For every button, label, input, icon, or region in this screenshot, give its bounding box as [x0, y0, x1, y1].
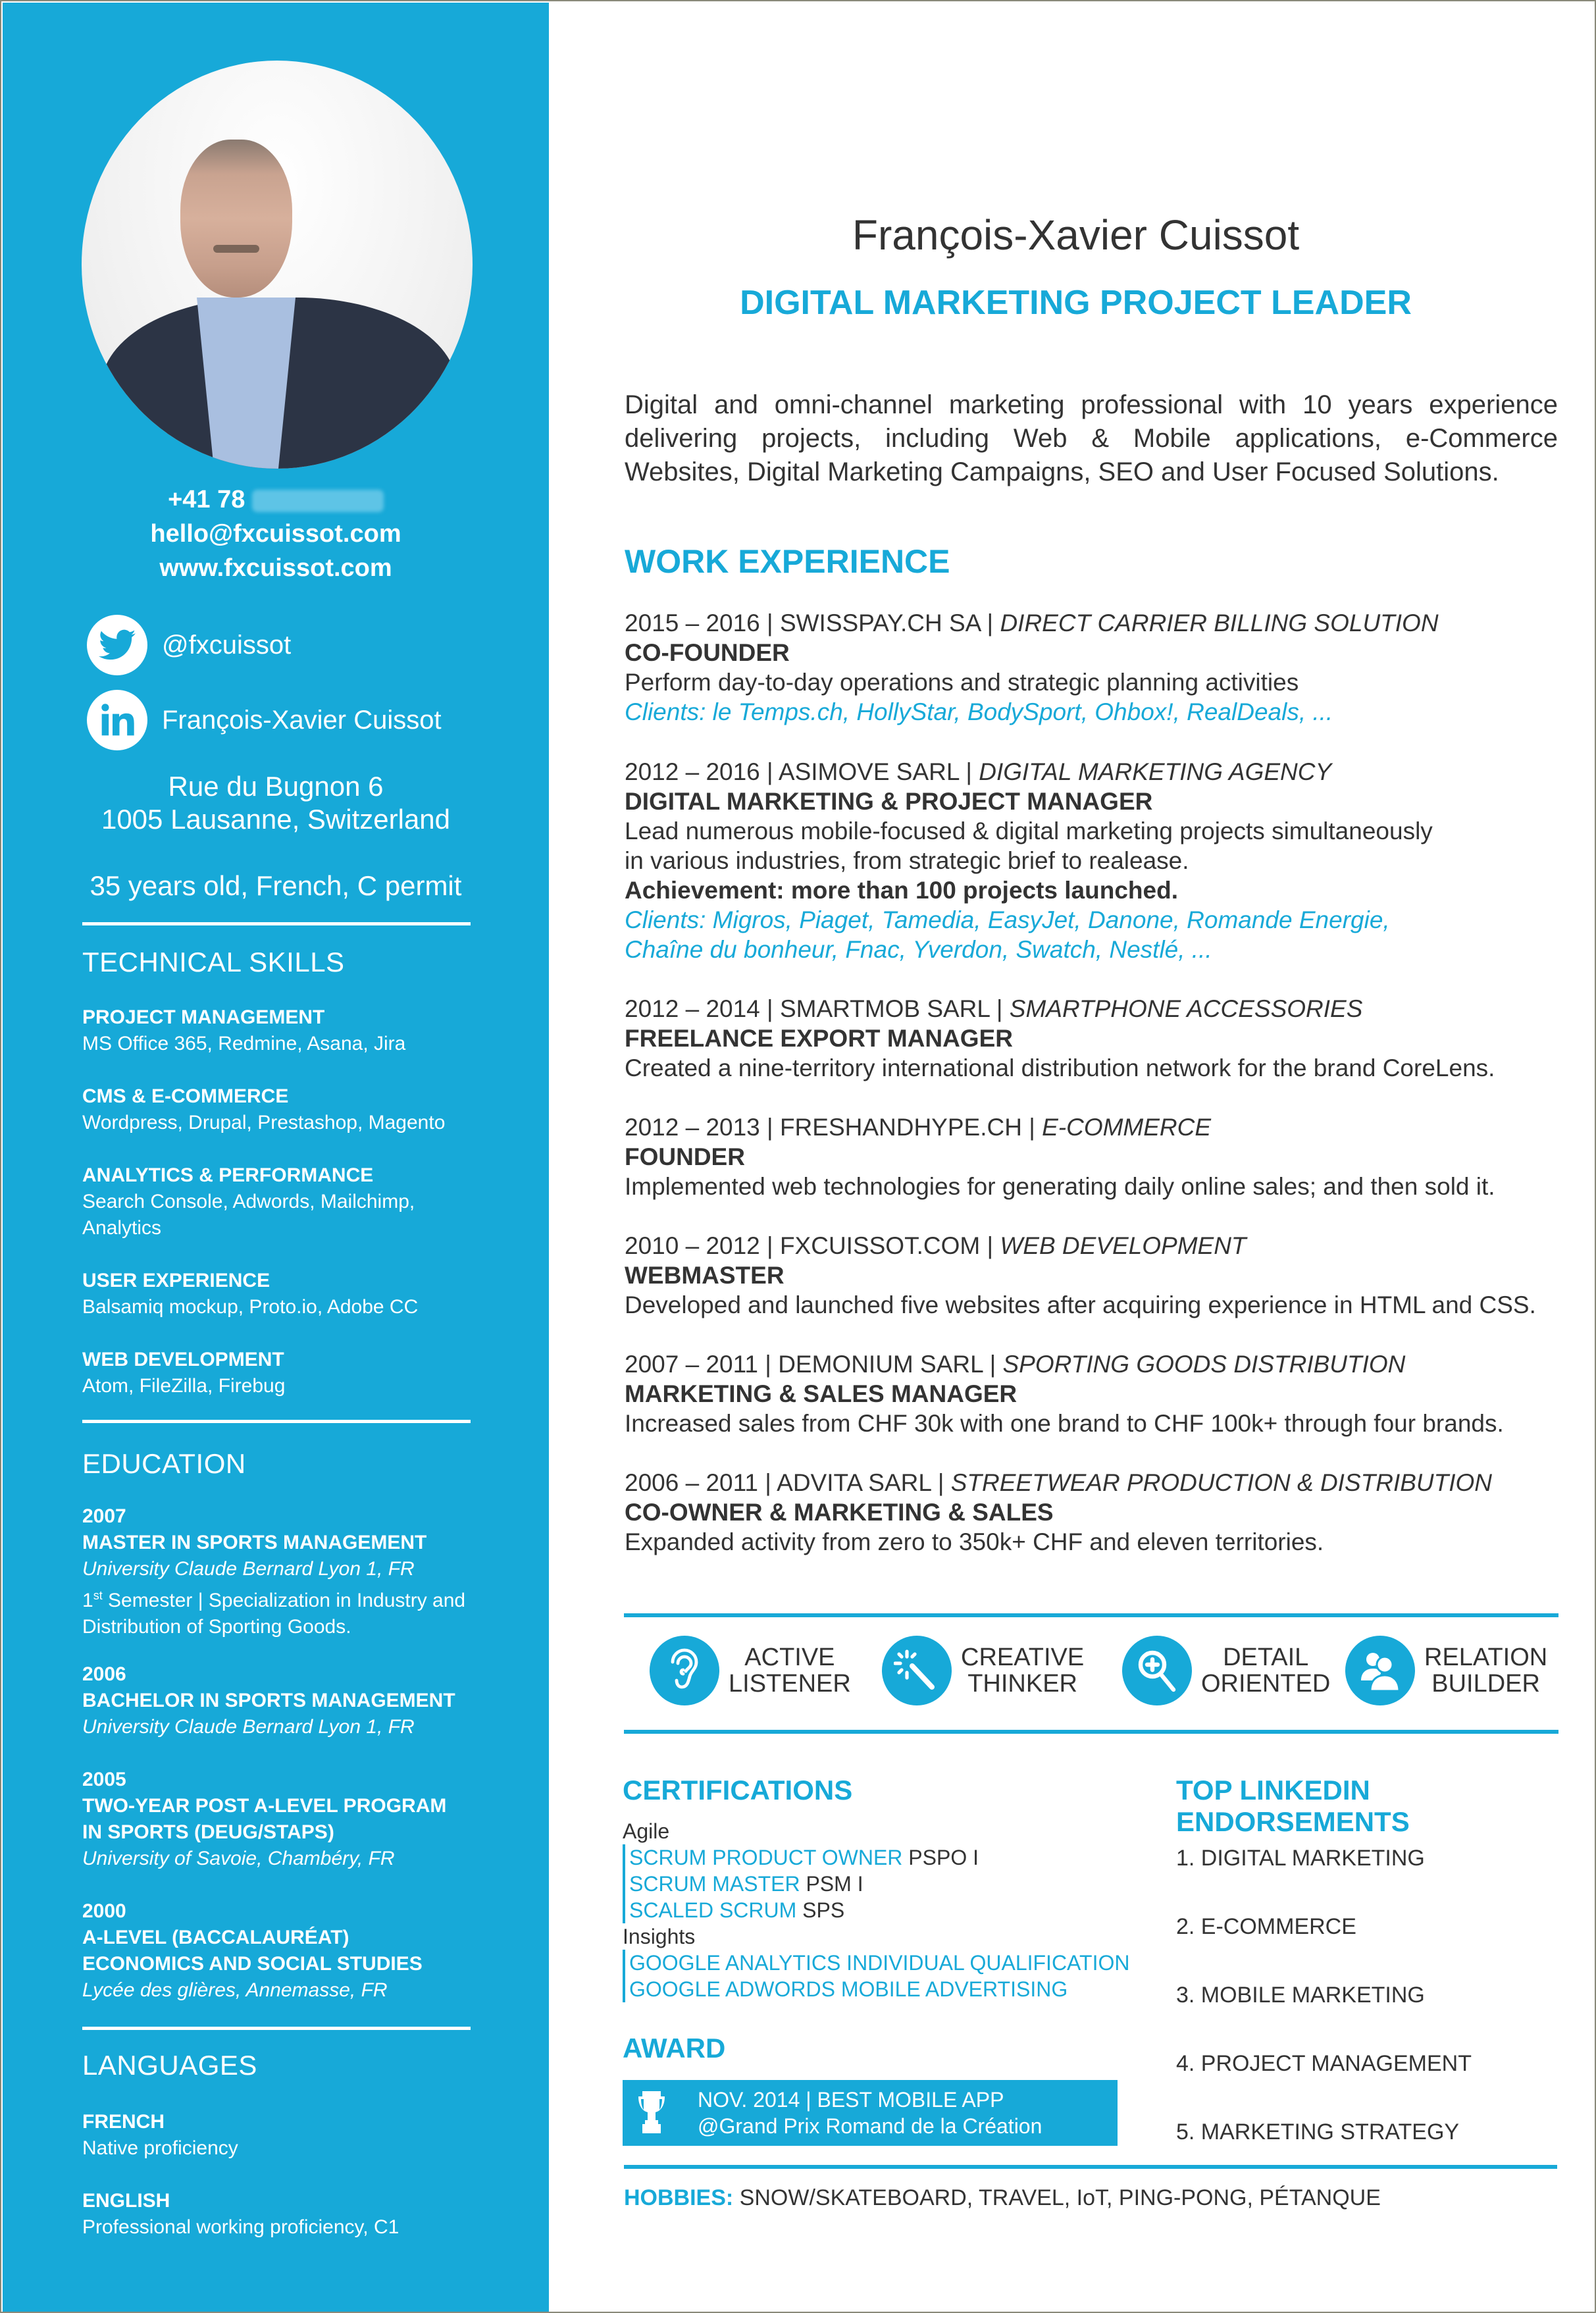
endorsements-title: TOP LINKEDIN ENDORSEMENTS: [1176, 1775, 1410, 1837]
phone[interactable]: +41 78: [3, 483, 549, 516]
certifications-title: CERTIFICATIONS: [623, 1775, 853, 1806]
profile-photo: [82, 61, 473, 469]
profile-summary: Digital and omni-channel marketing professional with 10 years experience delivering projects, including Web & Mobile applications, e-Commerce Websites, Digital Marketing Campaigns, SEO and User Focused Solutions.: [625, 390, 1558, 486]
hobbies: HOBBIES: SNOW/SKATEBOARD, TRAVEL, IoT, PING-PONG, PÉTANQUE: [624, 2185, 1381, 2210]
job-entry: 2015 – 2016 | SWISSPAY.CH SA | DIRECT CARRIER BILLING SOLUTION CO-FOUNDER Perform day-to-day operations and strategic planning activities Clients: le Temps.ch, HollyStar, BodySport, Ohbox!, RealDeals, ...: [625, 610, 1439, 725]
award-title: AWARD: [623, 2033, 726, 2064]
endorsement-item: 5. MARKETING STRATEGY: [1176, 2119, 1460, 2144]
email-link[interactable]: hello@fxcuissot.com: [150, 520, 401, 548]
people-icon: [1345, 1636, 1415, 1705]
award-box: NOV. 2014 | BEST MOBILE APP @Grand Prix Romand de la Création: [623, 2080, 1118, 2146]
education-title: EDUCATION: [82, 1448, 246, 1479]
education-item: 2006 BACHELOR IN SPORTS MANAGEMENT University Claude Bernard Lyon 1, FR: [82, 1663, 455, 1738]
ear-icon: [650, 1636, 719, 1705]
work-experience-title: WORK EXPERIENCE: [625, 543, 950, 580]
language-item: FRENCH Native proficiency: [82, 2111, 238, 2159]
website-link[interactable]: www.fxcuissot.com: [159, 554, 392, 582]
skill-item: PROJECT MANAGEMENT MS Office 365, Redmine, Asana, Jira: [82, 1006, 406, 1054]
divider: [82, 2027, 471, 2030]
divider: [82, 1420, 471, 1423]
quality-item: RELATION BUILDER: [1345, 1636, 1547, 1705]
divider: [624, 1730, 1558, 1734]
cert-item: SCRUM PRODUCT OWNER PSPO I: [629, 1846, 979, 1869]
candidate-name: François-Xavier Cuissot: [852, 211, 1300, 259]
quality-item: DETAIL ORIENTED: [1122, 1636, 1330, 1705]
endorsement-item: 4. PROJECT MANAGEMENT: [1176, 2051, 1472, 2076]
linkedin-icon: [87, 690, 147, 750]
divider: [624, 2165, 1557, 2169]
twitter-handle: @fxcuissot: [162, 630, 292, 660]
cert-item: SCRUM MASTER PSM I: [629, 1872, 863, 1896]
education-item: 2000 A-LEVEL (BACCALAURÉAT) ECONOMICS AND SOCIAL STUDIES Lycée des glières, Annemasse, FR: [82, 1900, 423, 2001]
phone-redacted: [252, 490, 384, 512]
skill-item: WEB DEVELOPMENT Atom, FileZilla, Firebug: [82, 1349, 286, 1397]
address-line2: 1005 Lausanne, Switzerland: [101, 804, 451, 835]
skill-item: USER EXPERIENCE Balsamiq mockup, Proto.io, Adobe CC: [82, 1270, 419, 1318]
education-item: 2007 MASTER IN SPORTS MANAGEMENT University Claude Bernard Lyon 1, FR 1st Semester | Specialization in Industry and Distribution of Sporting Goods.: [82, 1505, 466, 1638]
endorsement-item: 1. DIGITAL MARKETING: [1176, 1846, 1425, 1871]
photo-shirt: [197, 298, 296, 469]
twitter-link[interactable]: [87, 615, 291, 675]
quality-item: ACTIVE LISTENER: [650, 1636, 851, 1705]
education-item: 2005 TWO-YEAR POST A-LEVEL PROGRAM IN SPORTS (DEUG/STAPS) University of Savoie, Chambéry, FR: [82, 1769, 447, 1869]
job-entry: 2007 – 2011 | DEMONIUM SARL | SPORTING GOODS DISTRIBUTION MARKETING & SALES MANAGER Increased sales from CHF 30k with one brand to CHF 100k+ through four brands.: [625, 1351, 1504, 1437]
personal-info: 35 years old, French, C permit: [90, 870, 462, 901]
endorsement-item: 3. MOBILE MARKETING: [1176, 1983, 1425, 2008]
job-entry: 2012 – 2016 | ASIMOVE SARL | DIGITAL MARKETING AGENCY DIGITAL MARKETING & PROJECT MANAGER Lead numerous mobile-focused & digital marketing projects simultaneously in various industries, from strategic brief to realease. Achievement: more than 100 projects launched. Clients: Migros, Piaget, Tamedia, EasyJet, Danone, Romande Energie, Chaîne du bonheur, Fnac, Yverdon, Swatch, Nestlé, ...: [625, 758, 1433, 963]
endorsement-item: 2. E-COMMERCE: [1176, 1914, 1356, 1939]
divider: [624, 1613, 1558, 1617]
job-entry: 2006 – 2011 | ADVITA SARL | STREETWEAR PRODUCTION & DISTRIBUTION CO-OWNER & MARKETING & SALES Expanded activity from zero to 350k+ CHF and eleven territories.: [625, 1469, 1493, 1555]
candidate-role: DIGITAL MARKETING PROJECT LEADER: [740, 284, 1412, 322]
language-item: ENGLISH Professional working proficiency, C1: [82, 2190, 399, 2238]
trophy-icon: [632, 2091, 671, 2135]
address-line1: Rue du Bugnon 6: [168, 771, 384, 802]
job-entry: 2010 – 2012 | FXCUISSOT.COM | WEB DEVELOPMENT WEBMASTER Developed and launched five websites after acquiring experience in HTML and CSS.: [625, 1232, 1536, 1318]
cert-item: SCALED SCRUM SPS: [629, 1898, 845, 1922]
sidebar: [3, 3, 549, 2312]
skill-item: ANALYTICS & PERFORMANCE Search Console, Adwords, Mailchimp, Analytics: [82, 1164, 415, 1239]
job-entry: 2012 – 2014 | SMARTMOB SARL | SMARTPHONE ACCESSORIES FREELANCE EXPORT MANAGER Created a nine-territory international distribution network for the brand CoreLens.: [625, 995, 1495, 1081]
magnifier-plus-icon: [1122, 1636, 1192, 1705]
cert-item: GOOGLE ANALYTICS INDIVIDUAL QUALIFICATION: [629, 1951, 1130, 1975]
technical-skills-title: TECHNICAL SKILLS: [82, 947, 345, 977]
skill-item: CMS & E-COMMERCE Wordpress, Drupal, Prestashop, Magento: [82, 1085, 446, 1133]
magic-wand-icon: [882, 1636, 952, 1705]
photo-head: [180, 140, 292, 298]
linkedin-link[interactable]: [87, 690, 442, 750]
twitter-icon: [87, 615, 147, 675]
certifications-list: Agile SCRUM PRODUCT OWNER PSPO I SCRUM MASTER PSM I SCALED SCRUM SPS Insights GOOGLE ANALYTICS INDIVIDUAL QUALIFICATION GOOGLE ADWORDS MOBILE ADVERTISING: [623, 1819, 1130, 2001]
job-entry: 2012 – 2013 | FRESHANDHYPE.CH | E-COMMERCE FOUNDER Implemented web technologies for generating daily online sales; and then sold it.: [625, 1114, 1495, 1200]
languages-title: LANGUAGES: [82, 2050, 257, 2081]
divider: [82, 922, 471, 925]
quality-item: CREATIVE THINKER: [882, 1636, 1084, 1705]
cert-item: GOOGLE ADWORDS MOBILE ADVERTISING: [629, 1977, 1068, 2001]
linkedin-name: François-Xavier Cuissot: [162, 705, 442, 735]
